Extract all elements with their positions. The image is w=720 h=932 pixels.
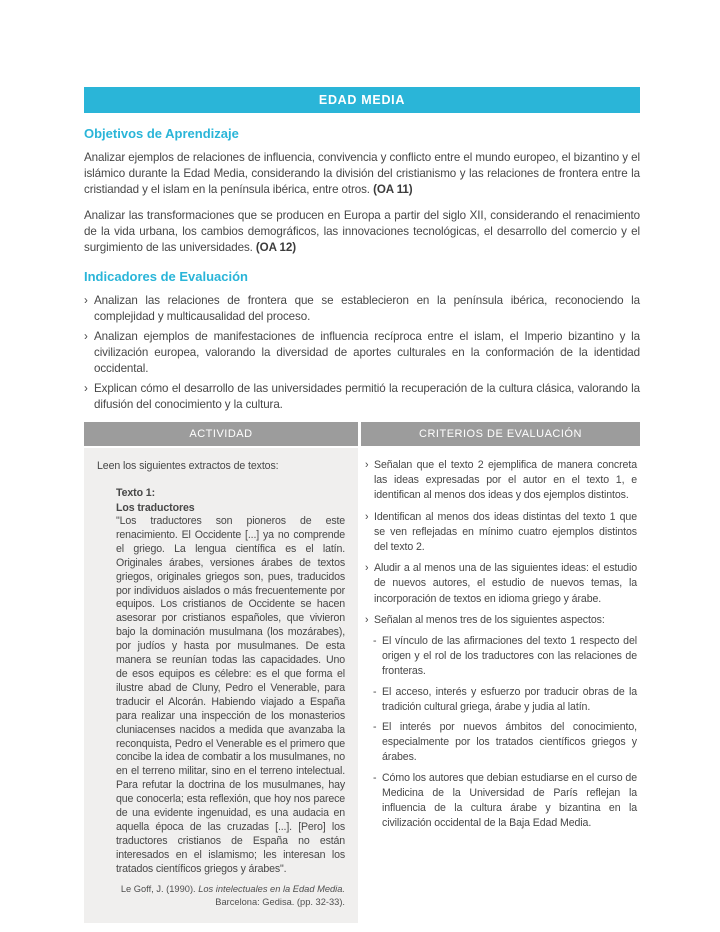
angle-bullet-icon: › xyxy=(84,382,88,395)
citation xyxy=(97,883,345,909)
indicador-item xyxy=(84,329,640,377)
criterio-item xyxy=(365,561,637,607)
table-header-row xyxy=(84,422,640,446)
angle-bullet-icon: › xyxy=(365,613,369,626)
table-body-row xyxy=(84,448,640,923)
citation-line1 xyxy=(97,883,345,896)
aspecto-item xyxy=(373,720,637,766)
objetivo-text: Analizar las transformaciones que se producen en Europa a partir del siglo XII, considerando el renacimiento de la vida urbana, los cambios demográficos, las innovaciones tecnológicas, el desarrollo del comercio y el surgimiento de las universidades. xyxy=(84,209,640,254)
indicador-item xyxy=(84,293,640,325)
criterio-text: Aludir a al menos una de las siguientes ideas: el estudio de nuevos autores, el estudio de nuevos temas, la incorporación de textos en idioma griego y árabe. xyxy=(374,562,637,605)
criterios-cell xyxy=(361,448,640,848)
criterio-text: Señalan al menos tres de los siguientes aspectos: xyxy=(374,613,605,626)
citation-line2: Barcelona: Gedisa. (pp. 32-33). xyxy=(215,896,345,907)
criterio-item xyxy=(365,458,637,504)
angle-bullet-icon: › xyxy=(365,459,369,471)
criterio-text: Identifican al menos dos ideas distintas del texto 1 que se ven reflejadas en mínimo cuatro ejemplos distintos del texto 2. xyxy=(374,510,637,554)
dash-bullet-icon: - xyxy=(373,635,377,648)
aspecto-text: El acceso, interés y esfuerzo por traducir obras de la tradición cultural griega, árabe y judia al latín. xyxy=(382,685,637,713)
actividad-intro: Leen los siguientes extractos de textos: xyxy=(97,460,279,472)
criterio-text: Señalan que el texto 2 ejemplifica de manera concreta las ideas expresadas por el autor en el texto 1, e identifican al menos dos ideas y dos ejemplos distintos. xyxy=(374,459,637,502)
texto1-quote: "Los traductores son pioneros de este renacimiento. El Occidente [...] ya no comprende el griego. La lengua científica es el latín. Originales árabes, versiones árabes de textos griegos, originales griegos son, pues, traducidos por individuos aislados o más frecuentemente por equipos. Los cristianos de Occidente se hacen asesorar por cristianos españoles, que vivieron bajo la dominación musulmana (los mozárabes), por judíos y hasta por musulmanes. De esta manera se reunían todas las capacidades. Uno de esos equipos es célebre: es el que forma el ilustre abad de Cluny, Pedro el Venerable, para traducir el Alcorán. Habiendo viajado a España para realizar una inspección de los monasterios cluniacenses nacidos a medida que avanzaba la reconquista, Pedro el Venerable es el primero que concibe la idea de combatir a los musulmanes, no en el terreno militar, sino en el terreno intelectual. Para refutar la doctrina de los musulmanes, hay que conocerla; esta reflexión, que hoy nos parece de una evidente ingenuidad, es una audacia en aquella época de las cruzadas [...]. [Pero] los traductores cristianos de España no están interesados en el islamismo; les interesan los tratados científicos griegos y árabes". xyxy=(116,515,345,875)
dash-bullet-icon: - xyxy=(373,685,377,698)
angle-bullet-icon: › xyxy=(365,562,369,575)
table-header-actividad: ACTIVIDAD xyxy=(84,422,358,446)
aspecto-item xyxy=(373,634,637,680)
angle-bullet-icon: › xyxy=(365,510,369,523)
section-banner: EDAD MEDIA xyxy=(84,87,640,113)
indicador-item xyxy=(84,381,640,413)
dash-bullet-icon: - xyxy=(373,721,377,734)
texto1-title: Los traductores xyxy=(116,501,195,514)
aspecto-item xyxy=(373,771,637,832)
actividad-cell xyxy=(84,448,358,923)
table-header-criterios: CRITERIOS DE EVALUACIÓN xyxy=(361,422,640,446)
oa11-code: (OA 11) xyxy=(373,183,413,196)
texto1-label: Texto 1: xyxy=(116,487,156,499)
actividad-criterios-table xyxy=(84,422,640,923)
aspecto-text: El vínculo de las afirmaciones del texto 1 respecto del origen y el rol de los traductores con las relaciones de fronteras. xyxy=(382,635,637,678)
criterio-item xyxy=(365,510,637,556)
aspecto-item xyxy=(373,685,637,715)
criterio-item xyxy=(365,613,637,628)
aspecto-text: Cómo los autores que debian estudiarse en el curso de Medicina de la Universidad de París reflejan la influencia de la cultura árabe y bizantina en la civilización occidental de la Baja Edad Media. xyxy=(382,771,637,830)
content-area xyxy=(84,87,640,923)
texto1-block xyxy=(116,486,345,877)
citation-book-title: Los intelectuales en la Edad Media. xyxy=(198,883,345,894)
angle-bullet-icon: › xyxy=(84,330,88,343)
objetivos-heading: Objetivos de Aprendizaje xyxy=(84,126,239,141)
objetivo-paragraph-oa11 xyxy=(84,150,640,198)
angle-bullet-icon: › xyxy=(84,294,88,307)
dash-bullet-icon: - xyxy=(373,771,377,784)
indicadores-list xyxy=(84,293,640,413)
objetivo-paragraph-oa12 xyxy=(84,208,640,256)
objetivo-text: Analizar ejemplos de relaciones de influencia, convivencia y conflicto entre el mundo europeo, el bizantino y el islámico durante la Edad Media, considerando la división del cristianismo y las relaciones de frontera entre la cristiandad y el islam en la península ibérica, entre otros. xyxy=(84,151,640,196)
indicadores-heading: Indicadores de Evaluación xyxy=(84,269,248,284)
indicador-text: Analizan ejemplos de manifestaciones de influencia recíproca entre el islam, el Imperio bizantino y la civilización europea, valorando la diversidad de aportes culturales en la conformación de la identidad occidental. xyxy=(94,330,640,375)
aspecto-text: El interés por nuevos ámbitos del conocimiento, especialmente por los tratados científicos griegos y árabes. xyxy=(382,721,637,764)
indicador-text: Analizan las relaciones de frontera que se establecieron en la península ibérica, reconociendo la complejidad y multicausalidad del proceso. xyxy=(94,294,640,323)
citation-author: Le Goff, J. (1990). xyxy=(120,883,199,894)
oa12-code: (OA 12) xyxy=(255,241,297,254)
indicador-text: Explican cómo el desarrollo de las universidades permitió la recuperación de la cultura clásica, valorando la difusión del conocimiento y la cultura. xyxy=(94,382,640,411)
